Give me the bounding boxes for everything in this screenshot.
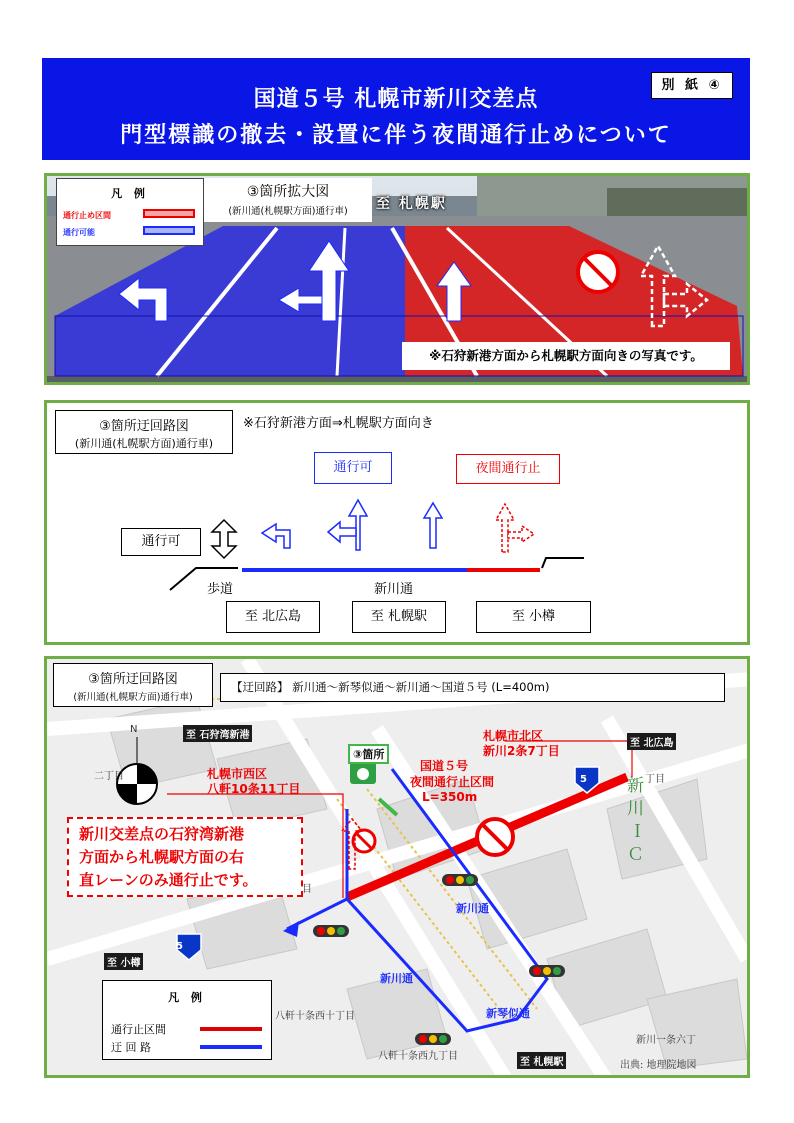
notice-line-1: 新川交差点の石狩湾新港: [79, 825, 245, 843]
map-legend-title: 凡 例: [168, 991, 206, 1004]
map-legend-closed-line: [200, 1027, 262, 1031]
lane-diagram-title: [55, 410, 233, 454]
ic-label-3: Ｉ: [629, 822, 646, 842]
title-line-1: 国道５号 札幌市新川交差点: [253, 87, 539, 112]
route-5-number: 5: [580, 774, 587, 785]
detour-map-title: [53, 663, 213, 707]
photo-caption-sub: (新川通(札幌駅方面)通行車): [228, 206, 348, 217]
map-source: 出典: 地理院地図: [620, 1060, 697, 1071]
town-label-2: 八軒十条西九丁目: [378, 1051, 458, 1062]
lane-diagram-title-sub: (新川通(札幌駅方面)通行車): [74, 437, 214, 450]
notice-line-2: 方面から札幌駅方面の右: [79, 848, 245, 866]
town-label-5: 丁目: [645, 774, 665, 785]
route-5-number-2: 5: [176, 941, 183, 952]
area-west-name: 札幌市西区: [207, 767, 268, 781]
area-west-block: 八軒10条11丁目: [207, 782, 301, 796]
ic-label-1: 新: [627, 776, 644, 796]
direction-otaru-map: 至 小樽: [104, 953, 143, 970]
town-label-6: 目: [302, 884, 312, 895]
lane-diagram-note: ※石狩新港方面⇒札幌駅方面向き: [243, 416, 434, 431]
compass-north: N: [130, 724, 138, 735]
notice-line-3: 直レーンのみ通行止です。: [79, 871, 258, 889]
direction-sapporo-station: 至 札幌駅: [352, 601, 446, 633]
attachment-tag: 別 紙 ④: [651, 72, 733, 99]
sidewalk-open-label: 通行可: [121, 528, 201, 556]
direction-ishikari: 至 石狩湾新港: [183, 725, 252, 742]
photo-note: ※石狩新港方面から札幌駅方面向きの写真です。: [402, 342, 730, 370]
town-label-3: 新川一条六丁: [636, 1035, 696, 1046]
lane-diagram-title-main: ③箇所迂回路図: [99, 419, 189, 434]
map-legend: [102, 980, 272, 1060]
street-label-shinkotoni: 新琴似通: [486, 1007, 530, 1020]
legend-title: 凡 例: [111, 187, 149, 200]
detour-map-title-sub: (新川通(札幌駅方面)通行車): [73, 692, 193, 703]
legend-closed-label: 通行止め区間: [63, 211, 111, 220]
notice-box: [67, 817, 303, 897]
street-label: 新川通: [374, 582, 414, 597]
direction-sapporo-map: 至 札幌駅: [517, 1052, 566, 1069]
map-legend-closed-label: 通行止区間: [111, 1023, 166, 1036]
sidewalk-label: 歩道: [207, 582, 234, 597]
detour-route-summary: 【迂回路】 新川通～新琴似通～新川通～国道５号 (L=400m): [220, 673, 725, 702]
street-label-shinkawa-1: 新川通: [456, 902, 489, 915]
area-north-block: 新川2条7丁目: [483, 744, 560, 758]
map-legend-detour-label: 迂 回 路: [111, 1041, 151, 1054]
legend-open-label: 通行可能: [63, 228, 95, 237]
closure-label-type: 夜間通行止区間: [410, 775, 495, 789]
street-label-shinkawa-2: 新川通: [380, 972, 413, 985]
direction-kitahiroshima: 至 北広島: [226, 601, 320, 633]
open-lanes-label: 通行可: [314, 452, 392, 484]
closed-lane-label: 夜間通行止: [456, 454, 560, 484]
ic-label-2: 川: [627, 799, 644, 819]
camera-icon: [350, 762, 376, 784]
town-label-4: 二丁目: [94, 771, 124, 782]
title-line-2: 門型標識の撤去・設置に伴う夜間通行止めについて: [120, 123, 672, 148]
detour-map-title-main: ③箇所迂回路図: [88, 672, 178, 687]
location-3-label: ③箇所: [348, 744, 389, 764]
town-label-1: 八軒十条西十丁目: [275, 1011, 355, 1022]
direction-kitahiroshima-map: 至 北広島: [627, 733, 676, 750]
closure-label-route: 国道５号: [420, 759, 469, 773]
map-legend-detour-line: [200, 1045, 262, 1049]
area-north-name: 札幌市北区: [483, 729, 544, 743]
closure-label-length: L=350m: [422, 790, 478, 804]
photo-caption-title: ③箇所拡大図: [246, 184, 330, 200]
ic-label-4: Ｃ: [627, 845, 644, 865]
photo-direction: 至 札幌駅: [376, 196, 447, 212]
direction-otaru: 至 小樽: [476, 601, 591, 633]
